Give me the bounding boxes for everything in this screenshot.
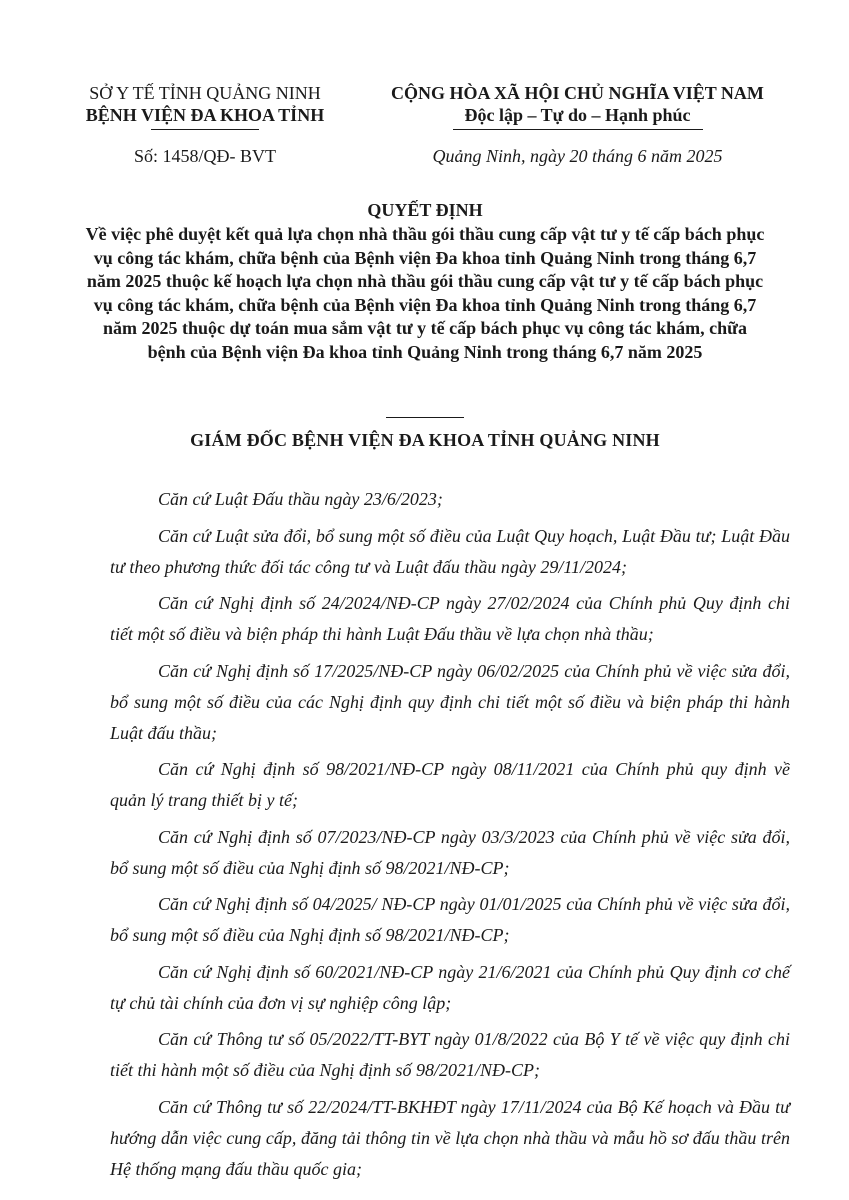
motto-underline xyxy=(453,129,703,130)
subject-underline xyxy=(386,417,464,418)
department-name: SỞ Y TẾ TỈNH QUẢNG NINH xyxy=(89,83,321,103)
legal-basis-item: Căn cứ Thông tư số 05/2022/TT-BYT ngày 01/8/2022 của Bộ Y tế về việc quy định chi tiết thi hành một số điều của Nghị định số 98/2021/NĐ-CP; xyxy=(110,1029,790,1080)
national-motto: Độc lập – Tự do – Hạnh phúc xyxy=(464,105,691,125)
authority-underline xyxy=(151,129,259,130)
legal-basis-item: Căn cứ Thông tư số 22/2024/TT-BKHĐT ngày 17/11/2024 của Bộ Kế hoạch và Đầu tư hướng dẫn việc cung cấp, đăng tải thông tin về lựa chọn nhà thầu và mẫu hồ sơ đấu thầu trên Hệ thống mạng đấu thầu quốc gia; xyxy=(110,1096,790,1179)
legal-basis-item: Căn cứ Nghị định số 24/2024/NĐ-CP ngày 27/02/2024 của Chính phủ Quy định chi tiết một số điều và biện pháp thi hành Luật Đấu thầu về lựa chọn nhà thầu; xyxy=(110,593,790,644)
legal-basis-item: Căn cứ Luật sửa đổi, bổ sung một số điều của Luật Quy hoạch, Luật Đầu tư; Luật Đầu tư theo phương thức đối tác công tư và Luật đấu thầu ngày 29/11/2024; xyxy=(110,525,790,577)
decision-subject: Về việc phê duyệt kết quả lựa chọn nhà thầu gói thầu cung cấp vật tư y tế cấp bách phục vụ công tác khám, chữa bệnh của Bệnh viện Đa khoa tỉnh Quảng Ninh trong tháng 6,7 năm 2025 thuộc kế hoạch lựa chọn nhà thầu gói thầu cung cấp vật tư y tế cấp bách phục vụ công tác khám, chữa bệnh của Bệnh viện Đa khoa tỉnh Quảng Ninh trong tháng 6,7 năm 2025 thuộc dự toán mua sắm vật tư y tế cấp bách phục vụ công tác khám, chữa bệnh của Bệnh viện Đa khoa tỉnh Quảng Ninh trong tháng 6,7 năm 2025 xyxy=(85,224,765,362)
legal-basis-item: Căn cứ Nghị định số 98/2021/NĐ-CP ngày 08/11/2021 của Chính phủ quy định về quản lý trang thiết bị y tế; xyxy=(110,759,790,810)
nation-name: CỘNG HÒA XÃ HỘI CHỦ NGHĨA VIỆT NAM xyxy=(391,83,764,103)
director-heading: GIÁM ĐỐC BỆNH VIỆN ĐA KHOA TỈNH QUẢNG NINH xyxy=(190,430,660,450)
national-heading-block xyxy=(365,82,790,130)
legal-basis-item: Căn cứ Nghị định số 60/2021/NĐ-CP ngày 21/6/2021 của Chính phủ Quy định cơ chế tự chủ tài chính của đơn vị sự nghiệp công lập; xyxy=(110,961,790,1013)
legal-basis-list xyxy=(110,484,790,1190)
legal-basis-item: Căn cứ Nghị định số 17/2025/NĐ-CP ngày 06/02/2025 của Chính phủ về việc sửa đổi, bổ sung một số điều của các Nghị định quy định chi tiết một số điều và biện pháp thi hành Luật đấu thầu; xyxy=(110,660,790,743)
decision-title: QUYẾT ĐỊNH xyxy=(367,200,483,220)
hospital-name: BỆNH VIỆN ĐA KHOA TỈNH xyxy=(85,105,325,125)
legal-basis-item: Căn cứ Nghị định số 04/2025/ NĐ-CP ngày 01/01/2025 của Chính phủ về việc sửa đổi, bổ sung một số điều của Nghị định số 98/2021/NĐ-CP; xyxy=(110,894,790,945)
issuing-authority-block xyxy=(60,82,350,130)
legal-basis-item: Căn cứ Nghị định số 07/2023/NĐ-CP ngày 03/3/2023 của Chính phủ về việc sửa đổi, bổ sung một số điều của Nghị định số 98/2021/NĐ-CP; xyxy=(110,826,790,878)
document-number: Số: 1458/QĐ- BVT xyxy=(133,146,276,166)
place-and-date: Quảng Ninh, ngày 20 tháng 6 năm 2025 xyxy=(432,146,723,166)
legal-basis-item: Căn cứ Luật Đấu thầu ngày 23/6/2023; xyxy=(158,489,443,509)
